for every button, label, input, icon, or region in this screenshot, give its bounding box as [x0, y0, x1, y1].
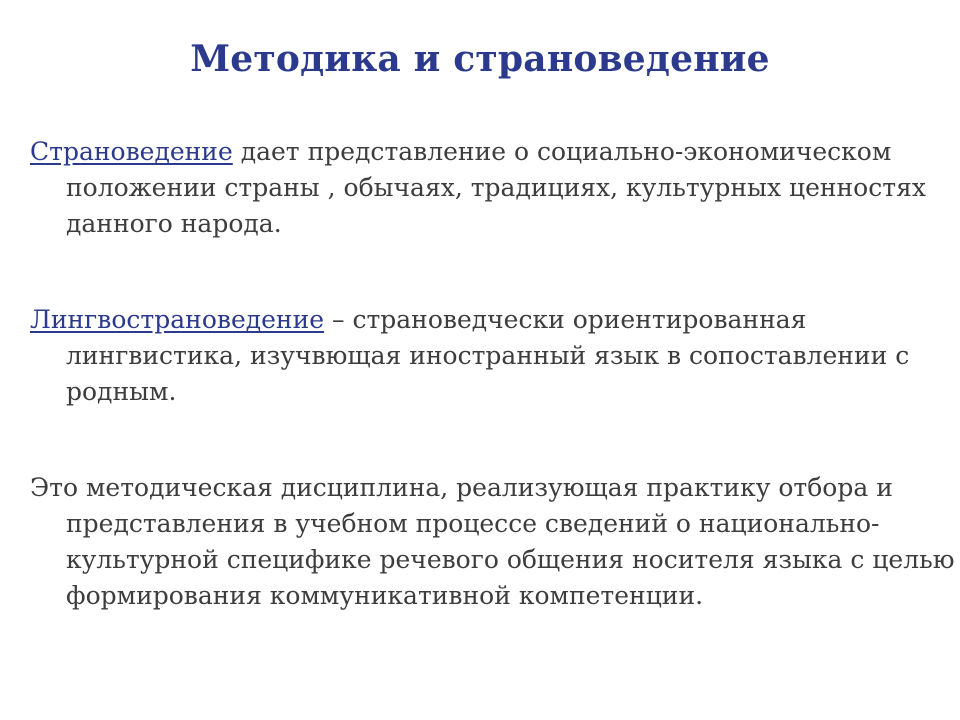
paragraph-lingvostranovedenie — [30, 302, 960, 410]
slide-title: Методика и страноведение — [190, 38, 770, 80]
term-lingvostranovedenie: Лингвострановедение — [30, 305, 325, 334]
paragraph-stranovedenie — [30, 134, 960, 242]
paragraph-text: – страноведчески ориентированная лингвистика, изучвющая иностранный язык в сопоставлении с родным. — [66, 305, 910, 406]
paragraph-text: Это методическая дисциплина, реализующая практику отбора и представления в учебном процессе сведений о национально-культурной специфике речевого общения носителя языка с целью формирования коммуникативной компетенции. — [30, 473, 955, 610]
paragraph-methodical-discipline — [30, 470, 960, 614]
term-stranovedenie: Страноведение — [30, 137, 233, 166]
paragraph-text: дает представление о социально-экономическом положении страны , обычаях, традициях, культурных ценностях данного народа. — [66, 137, 926, 238]
